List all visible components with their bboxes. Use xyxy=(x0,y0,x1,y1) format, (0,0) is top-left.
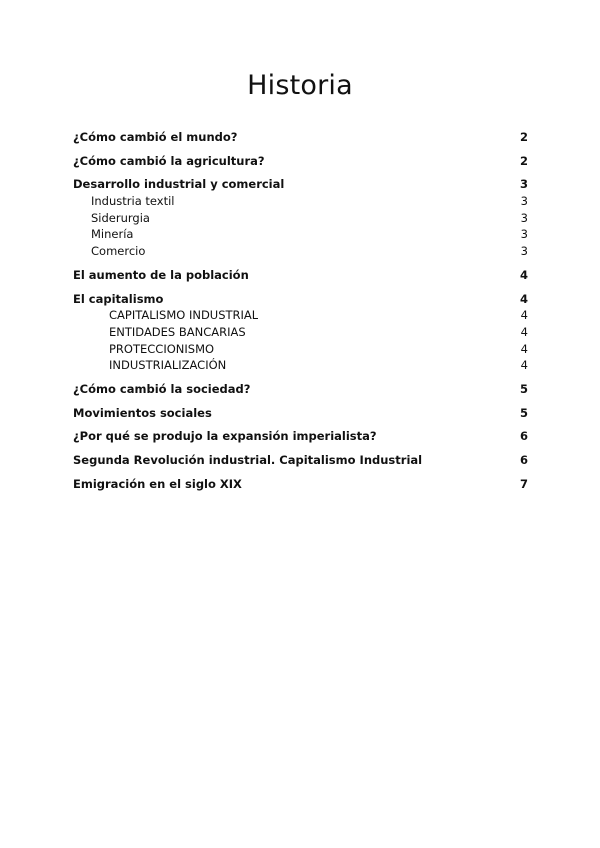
toc-subentry[interactable] xyxy=(73,193,528,210)
toc-subentry-label: Industria textil xyxy=(91,194,175,209)
toc-subsubentry-label: CAPITALISMO INDUSTRIAL xyxy=(109,308,259,323)
toc-entry-label: Desarrollo industrial y comercial xyxy=(73,177,285,192)
toc-subsubentry-page: 4 xyxy=(520,308,528,323)
toc-entry-label: Emigración en el siglo XIX xyxy=(73,476,242,491)
toc-entry-page: 4 xyxy=(519,267,528,282)
toc-subentry-label: Minería xyxy=(91,227,134,242)
table-of-contents xyxy=(73,129,528,492)
toc-subsubentry-page: 4 xyxy=(520,358,528,373)
toc-entry[interactable] xyxy=(73,291,528,308)
toc-entry[interactable] xyxy=(73,129,528,146)
toc-entry-label: El capitalismo xyxy=(73,291,164,306)
toc-entry[interactable] xyxy=(73,405,528,422)
toc-subsubentry-label: PROTECCIONISMO xyxy=(109,341,215,356)
toc-subentry-page: 3 xyxy=(520,227,528,242)
toc-entry-page: 5 xyxy=(519,381,528,396)
toc-entry[interactable] xyxy=(73,176,528,193)
page-title: Historia xyxy=(247,70,353,101)
toc-subsubentry[interactable] xyxy=(73,341,528,358)
toc-subentry-label: Siderurgia xyxy=(91,210,150,225)
toc-subsubentry-label: INDUSTRIALIZACIÓN xyxy=(109,358,227,373)
toc-entry-label: Segunda Revolución industrial. Capitalismo Industrial xyxy=(73,453,423,467)
toc-subsubentry[interactable] xyxy=(73,324,528,341)
toc-entry[interactable] xyxy=(73,153,528,170)
toc-entry-page: 2 xyxy=(519,153,528,168)
toc-subentry-page: 3 xyxy=(520,210,528,225)
toc-entry-label: ¿Cómo cambió la agricultura? xyxy=(73,153,265,168)
toc-subentry-page: 3 xyxy=(520,194,528,209)
toc-subentry-page: 3 xyxy=(520,244,528,259)
toc-subentry-label: Comercio xyxy=(91,244,146,259)
toc-entry[interactable] xyxy=(73,452,528,469)
toc-entry-label: El aumento de la población xyxy=(73,267,249,282)
toc-entry-label: Movimientos sociales xyxy=(73,405,212,420)
toc-entry-page: 7 xyxy=(519,476,528,491)
toc-subsubentry[interactable] xyxy=(73,357,528,374)
toc-entry[interactable] xyxy=(73,428,528,445)
toc-entry-page: 6 xyxy=(519,429,528,444)
toc-subsubentry-label: ENTIDADES BANCARIAS xyxy=(109,324,246,339)
toc-entry[interactable] xyxy=(73,476,528,493)
toc-entry-page: 5 xyxy=(519,405,528,420)
toc-entry-label: ¿Cómo cambió el mundo? xyxy=(73,130,238,144)
toc-entry-page: 3 xyxy=(519,177,528,192)
toc-subentry[interactable] xyxy=(73,226,528,243)
toc-subsubentry-page: 4 xyxy=(520,341,528,356)
toc-entry-page: 6 xyxy=(519,453,528,467)
toc-entry-page: 2 xyxy=(519,130,528,144)
toc-entry-label: ¿Por qué se produjo la expansión imperialista? xyxy=(73,429,377,444)
toc-subsubentry[interactable] xyxy=(73,307,528,324)
toc-subentry[interactable] xyxy=(73,243,528,260)
toc-subsubentry-page: 4 xyxy=(520,324,528,339)
toc-entry[interactable] xyxy=(73,381,528,398)
toc-entry-page: 4 xyxy=(519,291,528,306)
toc-entry[interactable] xyxy=(73,267,528,284)
toc-entry-label: ¿Cómo cambió la sociedad? xyxy=(73,381,251,396)
toc-subentry[interactable] xyxy=(73,210,528,227)
